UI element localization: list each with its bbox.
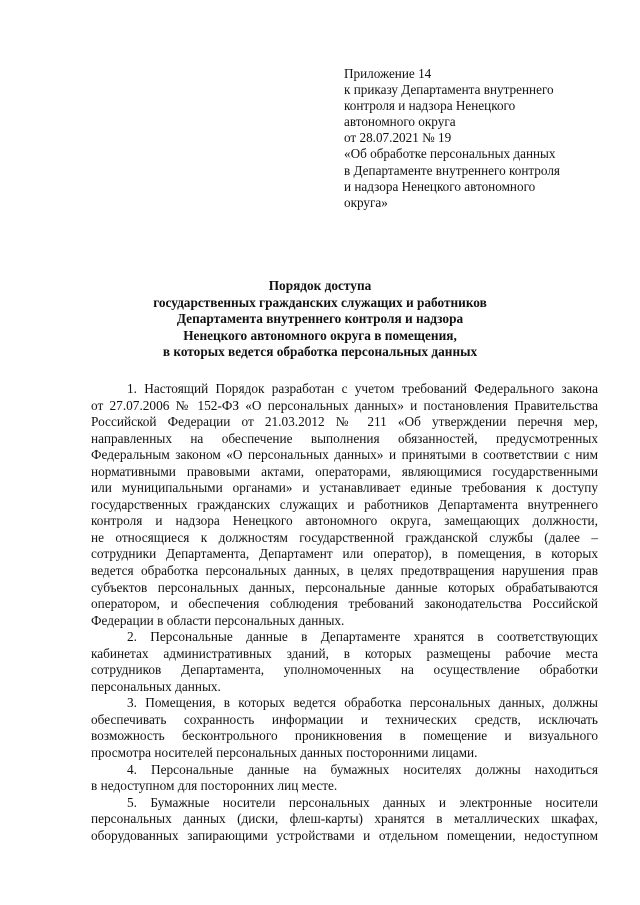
appendix-line: и надзора Ненецкого автономного: [344, 178, 536, 194]
paragraph-1: [91, 381, 598, 629]
text-line: в недоступном для посторонних лиц месте.: [91, 778, 338, 794]
appendix-line: округа»: [344, 194, 388, 210]
text-line: направленных на обеспечение выполнения обязанностей, предусмотренных: [91, 430, 598, 446]
appendix-block: [344, 66, 604, 211]
text-line: 3. Помещения, в которых ведется обработка персональных данных, должны: [127, 695, 598, 711]
appendix-line: автономного округа: [344, 114, 456, 130]
paragraph-5: [91, 795, 598, 845]
text-line: обеспечивать сохранность информации и технических средств, исключать: [91, 711, 598, 727]
text-line: оборудованных запирающими устройствами и отдельном помещении, недоступном: [91, 827, 598, 843]
text-line: субъектов персональных данных, персональные данные которых обрабатываются: [91, 579, 598, 595]
text-line: сотрудников Департамента, уполномоченных на осуществление обработки: [91, 662, 598, 678]
appendix-line: от 28.07.2021 № 19: [344, 130, 452, 146]
appendix-line: в Департаменте внутреннего контроля: [344, 162, 560, 178]
text-line: возможность бесконтрольного проникновения в помещение и визуального: [91, 728, 598, 744]
appendix-line: Приложение 14: [344, 66, 432, 81]
text-line: контроля и надзора Ненецкого автономного округа, замещающих должности,: [91, 513, 598, 529]
title-line: государственных гражданских служащих и работников: [153, 294, 487, 310]
title-line: Ненецкого автономного округа в помещения,: [183, 327, 457, 343]
appendix-line: к приказу Департамента внутреннего: [344, 82, 554, 98]
text-line: Федерации в области персональных данных.: [91, 612, 345, 628]
text-line: Российской Федерации от 21.03.2012 № 211 «Об утверждении перечня мер,: [91, 414, 598, 430]
text-line: от 27.07.2006 № 152-ФЗ «О персональных данных» и постановления Правительства: [91, 397, 598, 413]
title-line: Департамента внутреннего контроля и надзора: [176, 311, 464, 327]
paragraph-4: [91, 762, 598, 795]
text-line: ведется обработка персональных данных, в целях предотвращения нарушения прав: [91, 563, 598, 579]
text-line: персональных данных (диски, флеш-карты) хранятся в металлических шкафах,: [91, 811, 598, 827]
text-line: персональных данных.: [91, 678, 221, 694]
text-line: 2. Персональные данные в Департаменте хранятся в соответствующих: [127, 629, 598, 645]
document-title: [60, 278, 580, 361]
text-line: оператором, и обеспечения соблюдения требований законодательства Российской: [91, 596, 598, 612]
text-line: кабинетах административных зданий, в которых размещены рабочие места: [91, 645, 598, 661]
text-line: 4. Персональные данные на бумажных носителях должны находиться: [127, 761, 598, 777]
text-line: 1. Настоящий Порядок разработан с учетом требований Федерального закона: [127, 381, 598, 396]
text-line: нормативными правовыми актами, операторами, являющимися государственными: [91, 463, 598, 479]
title-line: Порядок доступа: [268, 278, 372, 293]
text-line: просмотра носителей персональных данных посторонними лицами.: [91, 745, 478, 761]
text-line: 5. Бумажные носители персональных данных и электронные носители: [127, 794, 598, 810]
text-line: или муниципальными органами» и устанавливает единые требования к доступу: [91, 480, 598, 496]
appendix-line: «Об обработке персональных данных: [344, 146, 556, 162]
title-line: в которых ведется обработка персональных данных: [162, 344, 478, 360]
paragraph-2: [91, 629, 598, 695]
paragraph-3: [91, 695, 598, 761]
text-line: Федеральным законом «О персональных данных» и принятыми в соответствии с ним: [91, 447, 598, 463]
text-line: не относящиеся к должностям государственной гражданской службы (далее –: [91, 529, 598, 545]
appendix-line: контроля и надзора Ненецкого: [344, 98, 516, 114]
text-line: сотрудники Департамента, Департамент или оператор), в помещения, в которых: [91, 546, 598, 562]
document-body: [91, 381, 598, 844]
text-line: государственных гражданских служащих и работников Департамента внутреннего: [91, 496, 598, 512]
